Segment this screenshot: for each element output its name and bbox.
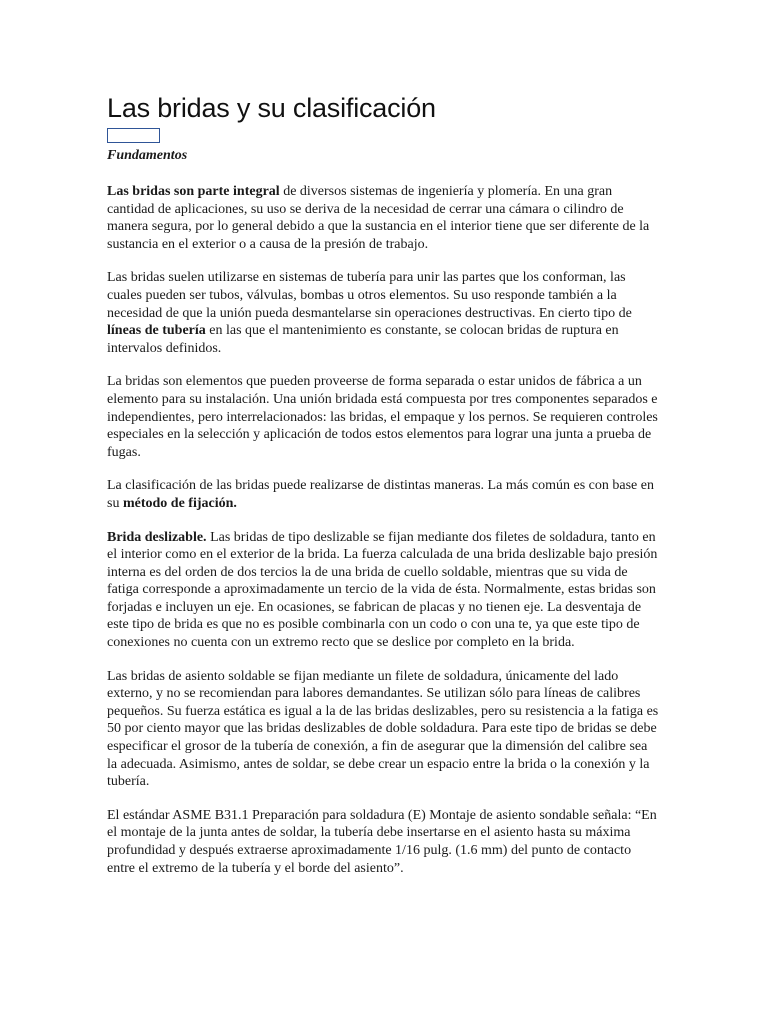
paragraph-4	[107, 477, 659, 512]
paragraph-1-lead: Las bridas son parte integral	[107, 184, 280, 199]
section-subtitle: Fundamentos	[107, 148, 188, 163]
paragraph-1	[107, 183, 659, 253]
link-box[interactable]	[107, 128, 160, 143]
document-page	[107, 90, 659, 893]
paragraph-2-bold: líneas de tubería	[107, 323, 206, 339]
paragraph-5-lead: Brida deslizable.	[107, 529, 207, 545]
paragraph-7: El estándar ASME B31.1 Preparación para soldadura (E) Montaje de asiento sondable señala: “En el montaje de la junta antes de soldar, la tubería debe insertarse en el asiento hasta su máxima profundidad y después extraerse aproximadamente 1/16 pulg. (1.6 mm) del punto de contacto entre el extremo de la tubería y el borde del asiento”.	[107, 807, 657, 876]
paragraph-3: La bridas son elementos que pueden proveerse de forma separada o estar unidos de fábrica a un elemento para su instalación. Una unión bridada está compuesta por tres componentes separados e independientes, pero interrelacionados: las bridas, el empaque y los pernos. Se requieren controles especiales en la selección y aplicación de todos estos elementos para lograr una junta a prueba de fugas.	[107, 374, 658, 460]
paragraph-2-text-a: Las bridas suelen utilizarse en sistemas de tubería para unir las partes que los conforman, las cuales pueden ser tubos, válvulas, bombas u otros elementos. Su uso responde también a la necesidad de que la unión pueda desmantelarse sin operaciones destructivas. En cierto tipo de	[107, 270, 632, 321]
paragraph-2-text-b: en las que el mantenimiento es constante, se colocan bridas de ruptura en intervalos definidos.	[107, 323, 619, 356]
paragraph-1-text: de diversos sistemas de ingeniería y plomería. En una gran cantidad de aplicaciones, su uso se deriva de la necesidad de cerrar una cámara o cilindro de manera segura, por lo general debido a que la sustancia en el interior tiene que ser diferente de la sustancia en el exterior o a causa de la presión de trabajo.	[107, 184, 650, 252]
paragraph-2	[107, 269, 659, 357]
paragraph-4-text: La clasificación de las bridas puede realizarse de distintas maneras. La más común es con base en su	[107, 478, 654, 511]
paragraph-6: Las bridas de asiento soldable se fijan mediante un filete de soldadura, únicamente del lado externo, y no se recomiendan para labores demandantes. Se utilizan sólo para líneas de calibres pequeños. Su fuerza estática es igual a la de las bridas deslizables, pero su resistencia a la fatiga es 50 por ciento mayor que las bridas deslizables de doble soldadura. Para este tipo de bridas se debe especificar el grosor de la tubería de conexión, a fin de asegurar que la dimensión del calibre sea la adecuada. Asimismo, antes de soldar, se debe crear un espacio entre la brida o la conexión y la tubería.	[107, 668, 659, 790]
page-title: Las bridas y su clasificación	[107, 93, 436, 123]
paragraph-4-bold: método de fijación.	[122, 495, 237, 511]
paragraph-5-text: Las bridas de tipo deslizable se fijan mediante dos filetes de soldadura, tanto en el interior como en el exterior de la brida. La fuerza calculada de una brida deslizable bajo presión interna es del orden de dos tercios la de una brida de cuello soldable, mientras que su vida de fatiga corresponde a aproximadamente un tercio de la vida de ésta. Normalmente, estas bridas son forjadas e incluyen un eje. En ocasiones, se fabrican de placas y no tienen eje. La desventaja de este tipo de brida es que no es posible combinarla con un codo o con una te, ya que este tipo de conexiones no cuenta con un extremo recto que se deslice por completo en la brida.	[107, 529, 658, 651]
paragraph-5	[107, 529, 659, 652]
